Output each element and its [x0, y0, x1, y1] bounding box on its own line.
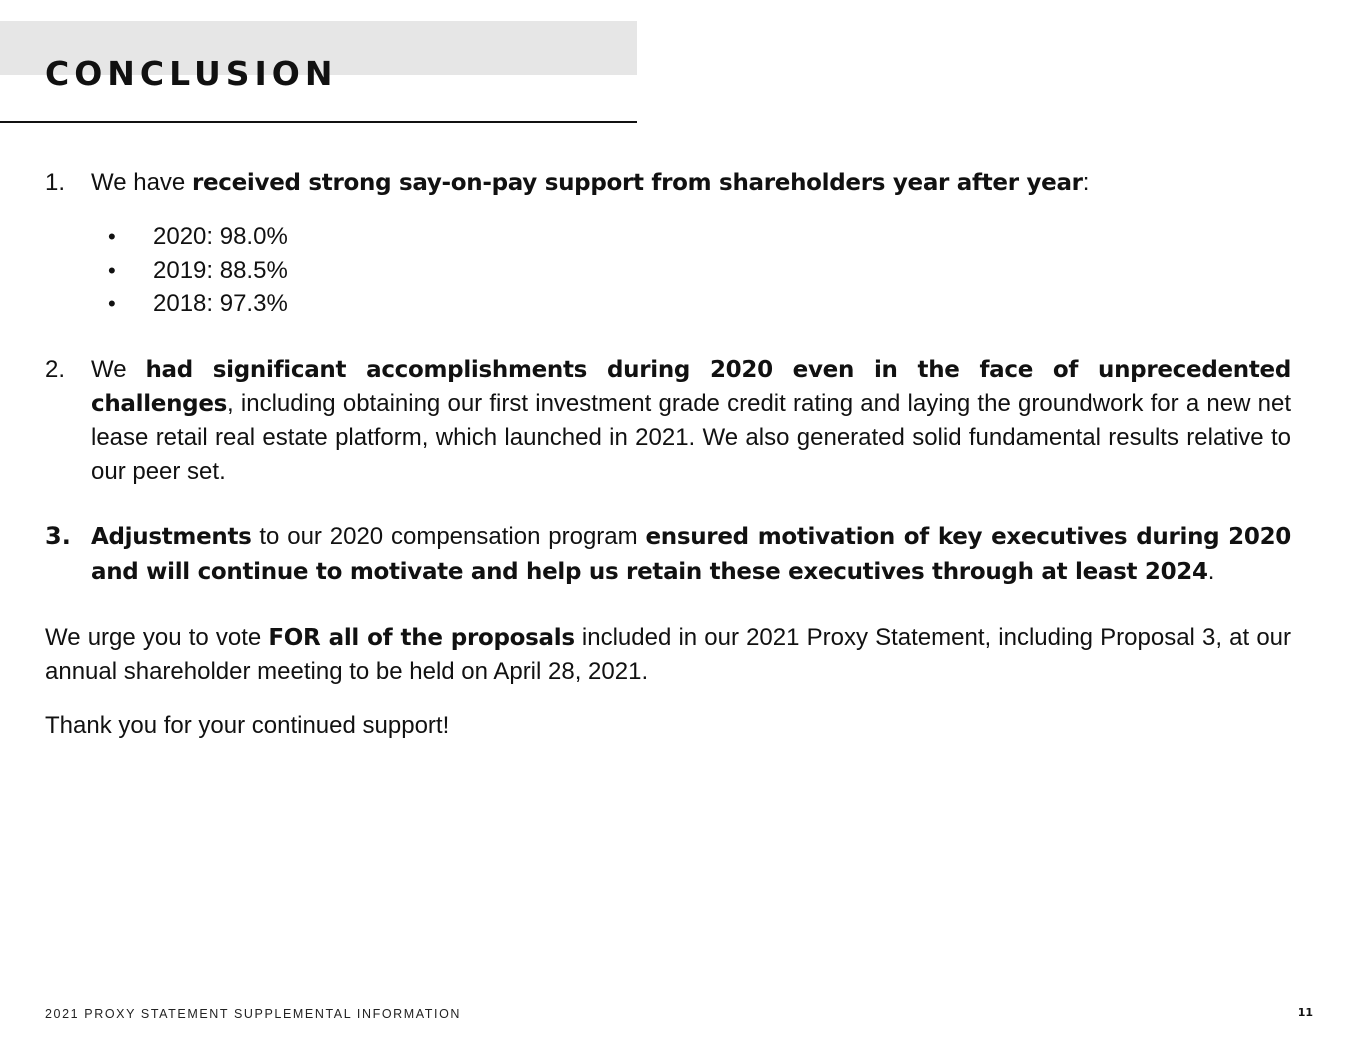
point-highlight: received strong say-on-pay support from shareholders year after year [191, 170, 1083, 196]
point-text-end: . [1207, 557, 1215, 585]
point-text: We [91, 355, 146, 383]
paragraph-highlight: FOR all of the proposals [268, 625, 575, 652]
point-text-end: : [1082, 169, 1090, 196]
thank-you-line: Thank you for your continued support! [45, 711, 450, 739]
point-highlight: had significant accomplishments during 2020 even in the face of unprecedented challenges [91, 356, 1292, 418]
conclusion-point-say-on-pay [45, 166, 1291, 200]
point-text: We have [91, 169, 192, 196]
result-label: 2020: 98.0% [153, 223, 288, 251]
point-text-end: , including obtaining our first investment grade credit rating and laying the groundwork for a new net lease retail real estate platform, which launched in 2021. We also generated solid fundamental results relative to our peer set. [91, 390, 1291, 485]
point-number: 1. [45, 169, 66, 196]
point-highlight: Adjustments [91, 524, 252, 551]
conclusion-point-accomplishments [45, 353, 1291, 489]
page-title: CONCLUSION [45, 54, 338, 93]
paragraph-text: We urge you to vote [45, 624, 269, 652]
point-number: 2. [45, 355, 66, 383]
list-item [108, 220, 1291, 253]
point-text: to our 2020 compensation program [251, 523, 646, 551]
bullet-icon: • [108, 224, 116, 250]
conclusion-content [45, 166, 1291, 742]
title-divider [0, 121, 637, 123]
point-number: 3. [45, 522, 71, 551]
point-highlight-2: ensured motivation of key executives during 2020 and will continue to motivate and help us retain these executives through at least 2024 [91, 524, 1291, 585]
say-on-pay-results-list [45, 220, 1291, 320]
bullet-icon: • [108, 291, 116, 317]
conclusion-point-adjustments [45, 520, 1291, 589]
paragraph-text-end: included in our 2021 Proxy Statement, including Proposal 3, at our annual shareholder meeting to be held on April 28, 2021. [45, 624, 1292, 686]
result-label: 2019: 88.5% [153, 256, 288, 284]
bullet-icon: • [108, 257, 116, 283]
page-number: 11 [1297, 1006, 1313, 1019]
footer-label: 2021 PROXY STATEMENT SUPPLEMENTAL INFORMATION [45, 1007, 462, 1021]
vote-request-paragraph [45, 621, 1291, 689]
result-label: 2018: 97.3% [153, 290, 288, 318]
list-item [108, 254, 1291, 287]
list-item [108, 287, 1291, 320]
